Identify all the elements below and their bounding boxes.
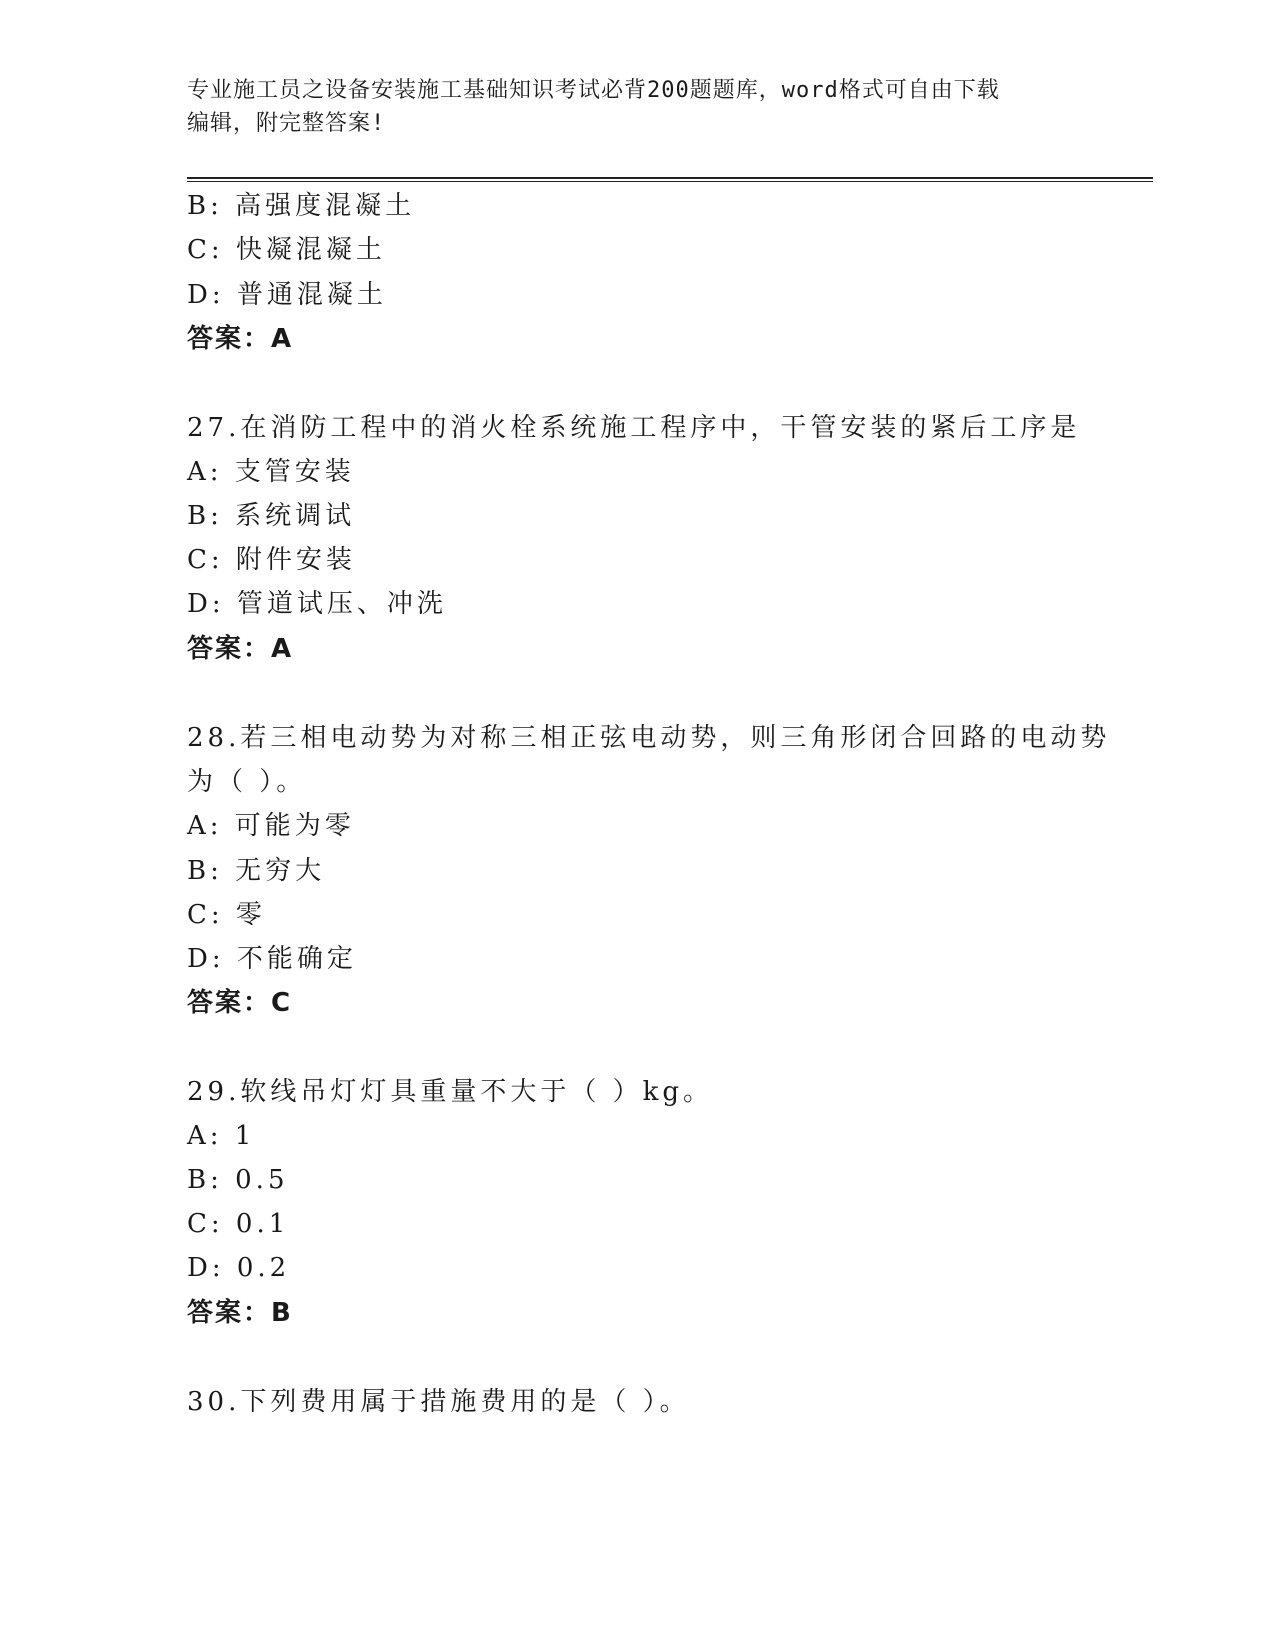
document-header	[187, 74, 1067, 140]
option-d: D: 普通混凝土	[187, 280, 387, 310]
option-a: A: 支管安装	[187, 457, 355, 487]
question-stem: 28.若三相电动势为对称三相正弦电动势，则三角形闭合回路的电动势	[187, 723, 1111, 753]
question-stem-continued: 为（ ）。	[187, 767, 307, 797]
option-a: A: 1	[187, 1121, 256, 1151]
option-b: B: 系统调试	[187, 501, 356, 531]
question-stem: 29.软线吊灯灯具重量不大于（ ）kg。	[187, 1077, 714, 1107]
option-c: C: 0.1	[187, 1209, 290, 1239]
option-c: C: 快凝混凝土	[187, 235, 386, 265]
option-b: B: 0.5	[187, 1165, 289, 1195]
option-d: D: 不能确定	[187, 944, 357, 974]
option-c: C: 零	[187, 900, 266, 930]
option-d: D: 管道试压、冲洗	[187, 589, 447, 619]
option-b: B: 高强度混凝土	[187, 191, 416, 221]
option-b: B: 无穷大	[187, 856, 326, 886]
header-divider-thick	[187, 177, 1153, 179]
option-a: A: 可能为零	[187, 811, 355, 841]
header-title-line-1: 专业施工员之设备安装施工基础知识考试必背200题题库，word格式可自由下载	[187, 78, 1000, 103]
option-c: C: 附件安装	[187, 545, 356, 575]
question-stem: 27.在消防工程中的消火栓系统施工程序中，干管安装的紧后工序是	[187, 413, 1081, 443]
answer-text: 答案：A	[187, 324, 294, 354]
answer-text: 答案：A	[187, 634, 294, 664]
header-title-line-2: 编辑，附完整答案!	[187, 111, 386, 136]
answer-text: 答案：B	[187, 1298, 293, 1328]
header-divider-thin	[187, 181, 1153, 182]
question-stem: 30.下列费用属于措施费用的是（ ）。	[187, 1387, 690, 1417]
answer-text: 答案：C	[187, 988, 293, 1018]
option-d: D: 0.2	[187, 1253, 291, 1283]
